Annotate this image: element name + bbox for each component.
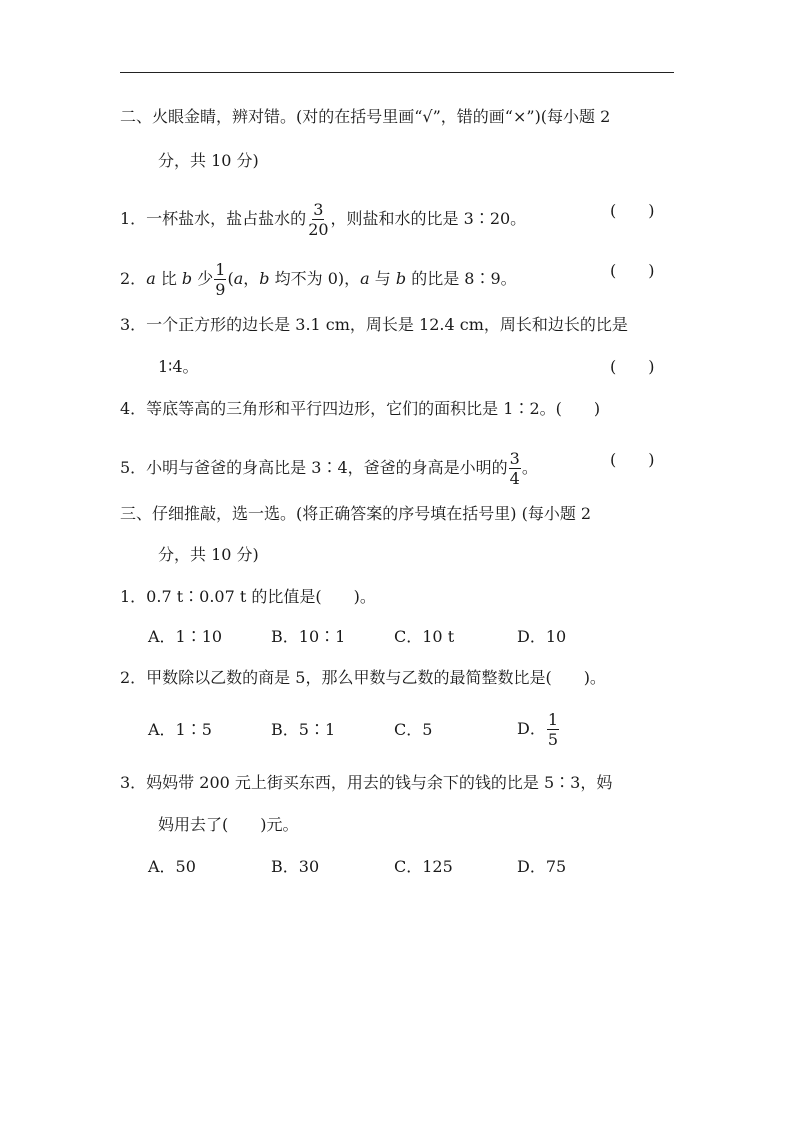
fraction-1-9 — [214, 260, 226, 299]
var-a: a — [233, 269, 244, 288]
fraction-1-5 — [547, 710, 559, 749]
s2-item-5 — [120, 449, 538, 488]
s2-item-2-p2: 均不为 0)， — [269, 269, 361, 288]
s3-q3-option-b[interactable]: B．30 — [271, 857, 320, 876]
frac-den: 9 — [215, 280, 226, 299]
s3-q3-option-c[interactable]: C．125 — [394, 857, 453, 876]
s3-q2-option-d-label: D． — [517, 719, 546, 738]
s2-item-2-mid2: 少 — [192, 269, 214, 288]
s3-q1-option-b[interactable]: B．10∶1 — [271, 627, 346, 646]
var-b: b — [395, 269, 407, 288]
s3-q3-option-d[interactable]: D．75 — [517, 857, 567, 876]
s2-item-2-mid1: 比 — [155, 269, 182, 288]
s2-item-1-answer-paren[interactable]: ( ) — [610, 201, 655, 220]
s2-item-2-p4: 的比是 8∶9。 — [406, 269, 517, 288]
s2-item-3-line2: 1∶4。 — [158, 357, 199, 376]
frac-num: 1 — [215, 260, 226, 279]
s2-item-5-pre: 5．小明与爸爸的身高比是 3∶4，爸爸的身高是小明的 — [120, 458, 508, 477]
s2-item-1-pre: 1．一杯盐水，盐占盐水的 — [120, 209, 307, 228]
s2-item-5-post: 。 — [521, 458, 538, 477]
frac-den: 5 — [547, 730, 559, 749]
s3-q3-line1: 3．妈妈带 200 元上街买东西，用去的钱与余下的钱的比是 5∶3，妈 — [120, 773, 613, 792]
s2-item-1 — [120, 200, 526, 239]
var-b: b — [259, 269, 270, 288]
s2-item-2-answer-paren[interactable]: ( ) — [610, 261, 655, 280]
s2-item-2-comma: ， — [243, 269, 260, 288]
s3-q3-option-a[interactable]: A．50 — [148, 857, 196, 876]
var-a: a — [360, 269, 370, 288]
s3-q1-text: 1．0.7 t∶0.07 t 的比值是( )。 — [120, 587, 376, 606]
section2-title-line2: 分，共 10 分) — [158, 151, 259, 170]
frac-den: 20 — [308, 220, 329, 239]
s2-item-2-no: 2． — [120, 269, 147, 288]
s2-item-5-answer-paren[interactable]: ( ) — [610, 450, 655, 469]
frac-num: 1 — [547, 710, 559, 729]
s3-q2-option-d[interactable] — [517, 710, 560, 749]
s3-q2-option-c[interactable]: C．5 — [394, 720, 433, 739]
s2-item-2-p3: 与 — [369, 269, 396, 288]
fraction-3-4 — [509, 449, 521, 488]
s2-item-3-line1: 3．一个正方形的边长是 3.1 cm，周长是 12.4 cm，周长和边长的比是 — [120, 315, 628, 334]
s3-q3-line2: 妈用去了( )元。 — [158, 815, 299, 834]
s3-q1-option-a[interactable]: A．1∶10 — [148, 627, 223, 646]
var-a: a — [146, 269, 156, 288]
s2-item-1-post: ，则盐和水的比是 3∶20。 — [330, 209, 527, 228]
s3-q1-option-c[interactable]: C．10 t — [394, 627, 455, 646]
frac-num: 3 — [313, 200, 324, 219]
s2-item-3-answer-paren[interactable]: ( ) — [610, 357, 655, 376]
s2-item-4: 4．等底等高的三角形和平行四边形，它们的面积比是 1∶2。( ) — [120, 399, 601, 418]
section2-title-line1: 二、火眼金睛，辨对错。(对的在括号里画“√”，错的画“×”)(每小题 2 — [120, 107, 611, 126]
s3-q2-text: 2．甲数除以乙数的商是 5，那么甲数与乙数的最简整数比是( )。 — [120, 668, 606, 687]
frac-den: 4 — [509, 469, 520, 488]
s2-item-2 — [120, 260, 517, 299]
frac-num: 3 — [509, 449, 520, 468]
top-rule — [120, 72, 674, 73]
var-b: b — [181, 269, 193, 288]
s2-item-2-p1: ( — [227, 269, 234, 288]
s3-q2-option-b[interactable]: B．5∶1 — [271, 720, 336, 739]
fraction-3-20 — [307, 200, 329, 239]
section3-title-line1: 三、仔细推敲，选一选。(将正确答案的序号填在括号里) (每小题 2 — [120, 504, 592, 523]
section3-title-line2: 分，共 10 分) — [158, 545, 259, 564]
s3-q2-option-a[interactable]: A．1∶5 — [148, 720, 212, 739]
s3-q1-option-d[interactable]: D．10 — [517, 627, 567, 646]
